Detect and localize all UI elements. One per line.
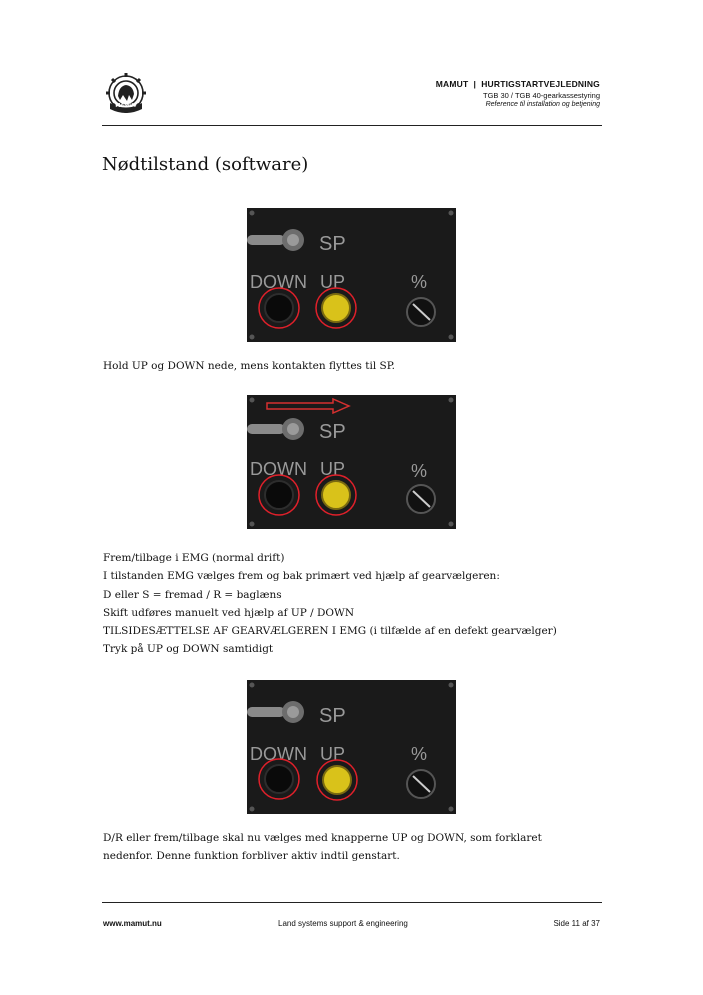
header-text	[436, 79, 600, 108]
label-up: UP	[320, 744, 346, 764]
mamut-logo	[101, 72, 151, 116]
label-down: DOWN	[250, 459, 307, 479]
instruction-line: Tryk på UP og DOWN samtidigt	[103, 643, 274, 656]
instruction-line: Skift udføres manuelt ved hjælp af UP / DOWN	[103, 606, 355, 619]
toggle-switch-lever	[247, 424, 285, 434]
paragraph-line: D/R eller frem/tilbage skal nu vælges med knapperne UP og DOWN, som forklaret	[103, 832, 542, 844]
label-sp: SP	[319, 705, 346, 727]
paragraph-line: nedenfor. Denne funktion forbliver aktiv indtil genstart.	[103, 850, 400, 863]
footer-tagline: Land systems support & engineering	[278, 919, 408, 928]
logo-text: MAMUT	[115, 103, 137, 109]
footer-divider	[102, 902, 602, 903]
label-up: UP	[320, 459, 346, 479]
document-subtitle-italic: Reference til installation og betjening	[485, 101, 600, 108]
label-sp: SP	[319, 421, 346, 443]
up-button	[322, 294, 350, 322]
control-panel-photo-2	[247, 395, 456, 529]
label-percent: %	[411, 744, 428, 764]
section-title: Nødtilstand (software)	[102, 154, 309, 175]
footer-website: www.mamut.nu	[103, 919, 162, 928]
up-button	[323, 766, 351, 794]
down-button	[265, 765, 293, 793]
toggle-switch-lever	[247, 235, 285, 245]
closing-paragraph	[103, 829, 542, 866]
instruction-line: TILSIDESÆTTELSE AF GEARVÆLGEREN I EMG (i tilfælde af en defekt gearvælger)	[103, 625, 557, 638]
caption-1: Hold UP og DOWN nede, mens kontakten flyttes til SP.	[103, 360, 395, 372]
label-up: UP	[320, 272, 346, 292]
instruction-line: Frem/tilbage i EMG (normal drift)	[103, 552, 285, 564]
document-title: MAMUT | HURTIGSTARTVEJLEDNING	[435, 79, 600, 89]
control-panel-photo-3	[247, 680, 456, 814]
label-down: DOWN	[250, 272, 307, 292]
instruction-line: I tilstanden EMG vælges frem og bak primært ved hjælp af gearvælgeren:	[103, 570, 500, 583]
instruction-line: D eller S = fremad / R = baglæns	[103, 588, 282, 601]
control-panel-photo-1	[247, 208, 456, 342]
label-percent: %	[411, 272, 428, 292]
toggle-switch-lever	[247, 707, 285, 717]
down-button	[265, 294, 293, 322]
label-sp: SP	[319, 233, 346, 255]
footer-page-number: Side 11 af 37	[553, 919, 600, 928]
up-button	[322, 481, 350, 509]
header-divider	[102, 125, 602, 126]
label-percent: %	[411, 461, 428, 481]
down-button	[265, 481, 293, 509]
label-down: DOWN	[250, 744, 307, 764]
instruction-block	[103, 549, 557, 659]
document-subtitle: TGB 30 / TGB 40-gearkassestyring	[483, 91, 600, 100]
